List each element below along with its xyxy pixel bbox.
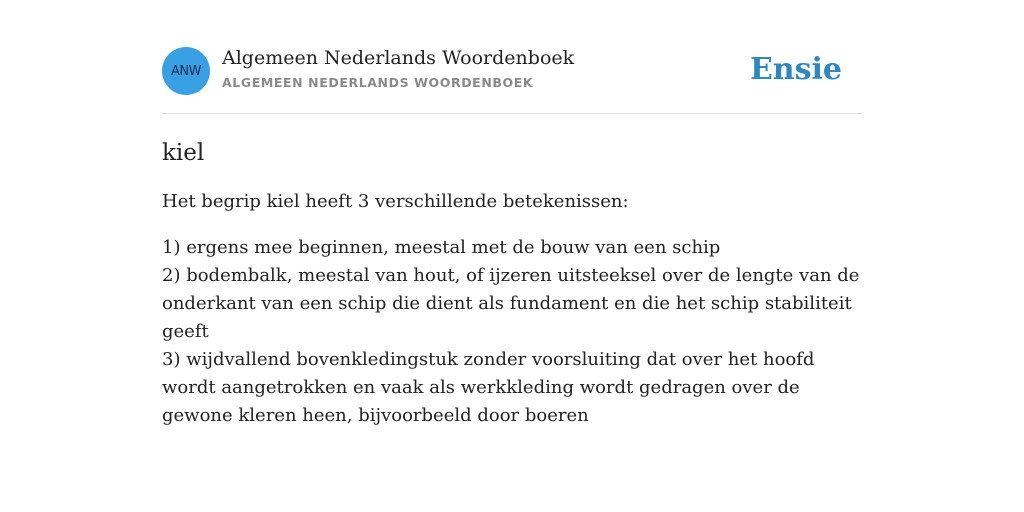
entry-word: kiel — [162, 140, 205, 166]
meaning-item: 3) wijdvallend bovenkledingstuk zonder voorsluiting dat over het hoofd wordt aangetrokken en vaak als werkkleding wordt gedragen over de gewone kleren heen, bijvoorbeeld door boeren — [162, 349, 815, 426]
source-subtitle: ALGEMEEN NEDERLANDS WOORDENBOEK — [222, 75, 534, 90]
meanings-list — [162, 234, 862, 430]
avatar[interactable] — [162, 47, 210, 95]
avatar-text: ANW — [171, 63, 201, 79]
brand-logo[interactable]: Ensie — [749, 52, 842, 87]
content — [162, 46, 862, 430]
meaning-item: 1) ergens mee beginnen, meestal met de bouw van een schip — [162, 237, 721, 258]
header — [162, 46, 862, 114]
source-name[interactable]: Algemeen Nederlands Woordenboek — [222, 47, 575, 69]
entry-intro: Het begrip kiel heeft 3 verschillende betekenissen: — [162, 191, 629, 212]
meaning-item: 2) bodembalk, meestal van hout, of ijzeren uitsteeksel over de lengte van de onderkant van een schip die dient als fundament en die het schip stabiliteit geeft — [162, 265, 860, 342]
